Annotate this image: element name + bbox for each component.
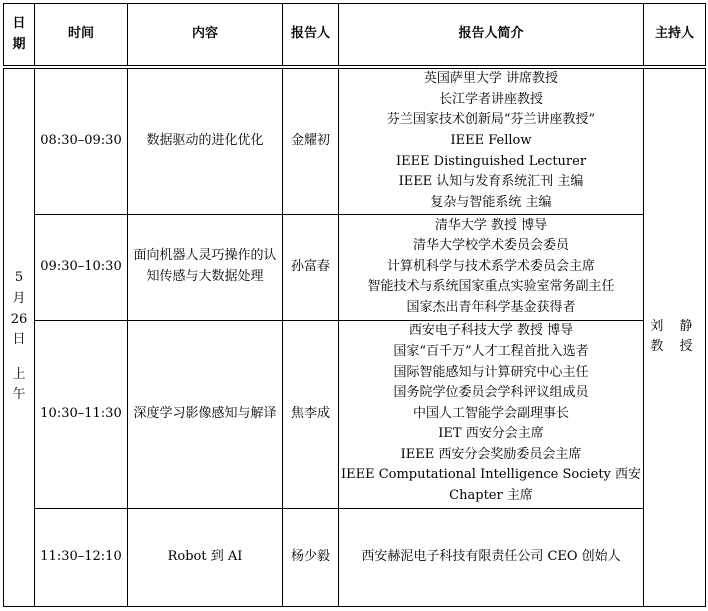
date-line: 日 (12, 332, 26, 348)
bio-line: 芬兰国家技术创新局“芬兰讲座教授” (386, 112, 596, 128)
time-cell: 09:30–10:30 (35, 214, 128, 320)
bio-line: 长江学者讲座教授 (438, 91, 543, 107)
bio-line: 国务院学位委员会学科评议组成员 (393, 385, 589, 401)
table-row (4, 214, 706, 320)
header-row (4, 4, 706, 68)
header-speaker: 报告人 (283, 4, 339, 68)
speaker-cell: 金耀初 (283, 67, 339, 214)
bio-cell (339, 67, 644, 214)
date-line: 上 (12, 366, 26, 382)
speaker-cell: 孙富春 (283, 214, 339, 320)
table-row (4, 508, 706, 606)
bio-line: 中国人工智能学会副理事长 (412, 405, 569, 421)
bio-line: IEEE Fellow (450, 132, 532, 148)
date-line: 午 (12, 387, 26, 403)
host-line: 教 授 (650, 339, 699, 355)
content-cell: Robot 到 AI (128, 508, 283, 606)
time-cell: 08:30–09:30 (35, 67, 128, 214)
bio-line: 西安赫泥电子科技有限责任公司 CEO 创始人 (361, 548, 621, 564)
table-row (4, 320, 706, 508)
header-time: 时间 (35, 4, 128, 68)
header-bio: 报告人简介 (339, 4, 644, 68)
bio-line: 复杂与智能系统 主编 (430, 194, 552, 210)
bio-line: 英国萨里大学 讲席教授 (423, 71, 559, 87)
date-cell (4, 67, 35, 606)
date-line: 26 (10, 311, 28, 327)
bio-line: IEEE 西安分会奖励委员会主席 (400, 446, 582, 462)
speaker-cell: 焦李成 (283, 320, 339, 508)
speaker-cell: 杨少毅 (283, 508, 339, 606)
bio-line: 清华大学 教授 博导 (434, 217, 548, 233)
content-cell: 数据驱动的进化优化 (128, 67, 283, 214)
time-cell: 11:30–12:10 (35, 508, 128, 606)
header-date-line2: 期 (12, 36, 26, 52)
bio-line: 国际智能感知与计算研究中心主任 (393, 364, 589, 380)
header-content: 内容 (128, 4, 283, 68)
bio-line: 国家杰出青年科学基金获得者 (406, 299, 576, 315)
bio-line: IEEE Computational Intelligence Society 西安 (340, 467, 642, 483)
date-gap (4, 351, 34, 365)
schedule-table (3, 3, 706, 607)
bio-line: IET 西安分会主席 (438, 426, 544, 442)
bio-cell (339, 320, 644, 508)
time-cell: 10:30–11:30 (35, 320, 128, 508)
date-line: 5 (14, 270, 24, 286)
header-host: 主持人 (644, 4, 706, 68)
table-row (4, 67, 706, 214)
bio-line: 西安电子科技大学 教授 博导 (408, 323, 574, 339)
header-date-line1: 日 (12, 15, 26, 31)
bio-line: 智能技术与系统国家重点实验室常务副主任 (367, 279, 615, 295)
date-line: 月 (12, 291, 26, 307)
content-cell: 面向机器人灵巧操作的认知传感与大数据处理 (128, 214, 283, 320)
bio-line: Chapter 主席 (449, 488, 533, 504)
host-cell (644, 67, 706, 606)
header-date (4, 4, 35, 68)
bio-cell (339, 508, 644, 606)
content-cell: 深度学习影像感知与解译 (128, 320, 283, 508)
bio-line: 计算机科学与技术系学术委员会主席 (386, 258, 595, 274)
bio-line: 清华大学校学术委员会委员 (412, 238, 569, 254)
bio-line: IEEE 认知与发育系统汇刊 主编 (398, 174, 584, 190)
host-line: 刘 静 (650, 318, 699, 334)
bio-line: 国家“百千万”人才工程首批入选者 (393, 343, 589, 359)
bio-cell (339, 214, 644, 320)
bio-line: IEEE Distinguished Lecturer (395, 153, 587, 169)
